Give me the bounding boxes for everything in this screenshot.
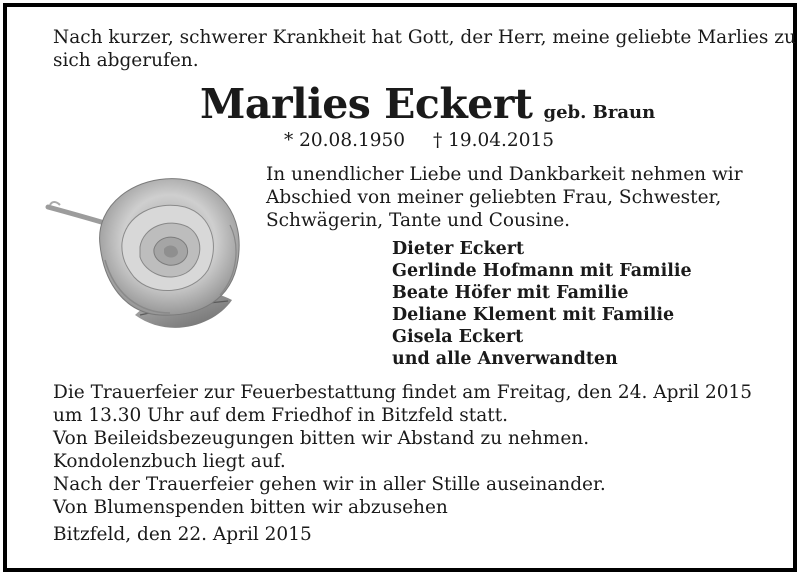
mourning-line: Abschied von meiner geliebten Frau, Schwester, [266, 187, 722, 208]
deceased-name: Marlies Eckert [200, 80, 533, 128]
birth-date: * 20.08.1950 [284, 130, 406, 151]
funeral-notice [53, 381, 752, 519]
notice-line: Die Trauerfeier zur Feuerbestattung findet am Freitag, den 24. April 2015 [53, 382, 753, 403]
death-date: † 19.04.2015 [432, 130, 555, 151]
notice-line: Nach der Trauerfeier gehen wir in aller Stille auseinander. [53, 474, 606, 495]
mourner: und alle Anverwandten [392, 349, 618, 369]
intro-line: Nach kurzer, schwerer Krankheit hat Gott, der Herr, meine geliebte Marlies zu [53, 27, 796, 48]
notice-line: um 13.30 Uhr auf dem Friedhof in Bitzfeld statt. [53, 405, 509, 426]
mourner: Gerlinde Hofmann mit Familie [392, 261, 692, 281]
intro-line: sich abgerufen. [53, 50, 199, 71]
deceased-heading [200, 80, 655, 128]
rose-icon [40, 165, 255, 350]
mourning-text [266, 163, 743, 232]
mourner: Dieter Eckert [392, 239, 525, 259]
mourner: Beate Höfer mit Familie [392, 283, 629, 303]
notice-line: Von Beileidsbezeugungen bitten wir Abstand zu nehmen. [53, 428, 590, 449]
place-date: Bitzfeld, den 22. April 2015 [53, 524, 312, 545]
intro-text [53, 26, 796, 72]
notice-line: Von Blumenspenden bitten wir abzusehen [53, 497, 448, 518]
mourner: Gisela Eckert [392, 327, 524, 347]
notice-line: Kondolenzbuch liegt auf. [53, 451, 286, 472]
mourning-line: In unendlicher Liebe und Dankbarkeit nehmen wir [266, 164, 743, 185]
maiden-name: geb. Braun [543, 102, 656, 123]
mourning-line: Schwägerin, Tante und Cousine. [266, 210, 571, 231]
mourner: Deliane Klement mit Familie [392, 305, 675, 325]
mourners-list [392, 238, 692, 370]
life-dates [284, 130, 554, 151]
